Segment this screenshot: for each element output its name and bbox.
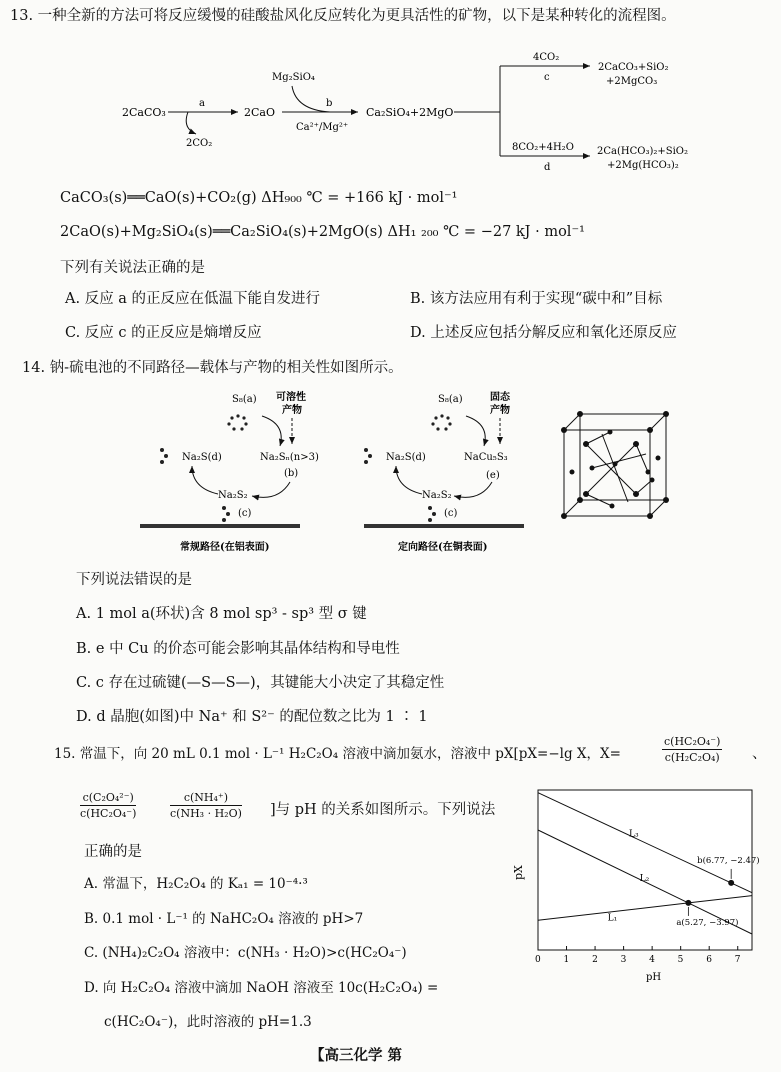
left-na2s-dots-icon xyxy=(160,448,168,464)
q15-option-d-line1[interactable]: D. 向 H₂C₂O₄ 溶液中滴加 NaOH 溶液至 10c(H₂C₂O₄) = xyxy=(84,980,439,996)
right-na2s2: Na₂S₂ xyxy=(422,490,452,501)
left-s8-ring-icon xyxy=(227,414,247,430)
right-c-dots-icon xyxy=(428,506,436,522)
left-na2sn: Na₂Sₙ(n>3) xyxy=(260,452,319,463)
left-soluble-label-2: 产物 xyxy=(282,405,302,416)
q13-option-b[interactable]: B. 该方法应用有利于实现“碳中和”目标 xyxy=(410,291,663,307)
left-na2s: Na₂S(d) xyxy=(182,452,222,463)
flow-cao: 2CaO xyxy=(244,106,275,119)
q15-option-b[interactable]: B. 0.1 mol · L⁻¹ 的 NaHC₂O₄ 溶液的 pH>7 xyxy=(84,911,364,927)
right-nacus: NaCu₅S₃ xyxy=(464,452,508,463)
flow-d-reagent: 8CO₂+4H₂O xyxy=(512,142,574,153)
annotation-label: a(5.27, −3.97) xyxy=(676,917,739,928)
left-caption: 常规路径(在铝表面) xyxy=(180,542,270,553)
x-tick-label: 2 xyxy=(592,955,598,965)
right-solid-label-1: 固态 xyxy=(490,392,510,403)
q15-fraction-2: c(C₂O₄²⁻) c(HC₂O₄⁻) xyxy=(80,791,137,820)
right-na2s-dots-icon xyxy=(364,448,372,464)
left-c: (c) xyxy=(238,508,252,519)
x-tick-label: 4 xyxy=(649,955,655,965)
right-na2s: Na₂S(d) xyxy=(386,452,426,463)
flow-label-c: c xyxy=(544,72,550,83)
q15-option-a[interactable]: A. 常温下，H₂C₂O₄ 的 Kₐ₁ = 10⁻⁴·³ xyxy=(84,876,308,892)
q13-prompt: 下列有关说法正确的是 xyxy=(60,260,205,276)
flow-co2: 2CO₂ xyxy=(186,138,213,149)
q15-stem-1: 15. 常温下，向 20 mL 0.1 mol · L⁻¹ H₂C₂O₄ 溶液中滴加氨水，溶液中 pX[pX=−lg X，X= xyxy=(54,746,621,762)
q14-stem: 14. 钠-硫电池的不同路径—载体与产物的相关性如图所示。 xyxy=(22,360,403,376)
annotation-label: b(6.77, −2.47) xyxy=(697,855,760,866)
x-tick-label: 5 xyxy=(677,955,684,965)
flow-d-product-2: +2Mg(HCO₃)₂ xyxy=(607,160,679,171)
flow-d-product-1: 2Ca(HCO₃)₂+SiO₂ xyxy=(597,146,689,157)
flow-start: 2CaCO₃ xyxy=(122,106,166,119)
q13-option-c[interactable]: C. 反应 c 的正反应是熵增反应 xyxy=(65,325,262,341)
q13-equation-2: 2CaO(s)+Mg₂SiO₄(s)══Ca₂SiO₄(s)+2MgO(s) ΔH₁ ₂₀₀ ℃ = −27 kJ · mol⁻¹ xyxy=(60,224,585,240)
right-c: (c) xyxy=(444,508,458,519)
x-tick-label: 1 xyxy=(563,955,570,965)
q13-option-a[interactable]: A. 反应 a 的正反应在低温下能自发进行 xyxy=(65,291,321,307)
flow-c-product-1: 2CaCO₃+SiO₂ xyxy=(598,62,669,73)
flow-c-product-2: +2MgCO₃ xyxy=(606,76,658,87)
q14-option-a[interactable]: A. 1 mol a(环状)含 8 mol sp³ - sp³ 型 σ 键 xyxy=(76,606,367,622)
page-footer: 【高三化学 第 xyxy=(310,1047,403,1064)
q14-option-c[interactable]: C. c 存在过硫键(—S—S—)，其键能大小决定了其稳定性 xyxy=(76,675,445,691)
annotation-point xyxy=(728,880,734,886)
annotation-point xyxy=(685,900,691,906)
chart-ylabel: pX xyxy=(512,865,525,880)
series-label-2: L₂ xyxy=(639,874,650,885)
left-s8: S₈(a) xyxy=(232,394,257,405)
series-label-1: L₁ xyxy=(607,913,618,924)
q15-fraction-3: c(NH₄⁺) c(NH₃ · H₂O) xyxy=(170,791,242,820)
q15-option-c[interactable]: C. (NH₄)₂C₂O₄ 溶液中：c(NH₃ · H₂O)>c(HC₂O₄⁻) xyxy=(84,945,407,961)
right-solid-label-2: 产物 xyxy=(490,405,510,416)
q15-stem-2: ]与 pH 的关系如图所示。下列说法 xyxy=(270,802,496,818)
left-c-dots-icon xyxy=(222,506,230,522)
q13-equation-1: CaCO₃(s)══CaO(s)+CO₂(g) ΔH₉₀₀ ℃ = +166 kJ · mol⁻¹ xyxy=(60,190,458,206)
q15-option-d-line2: c(HC₂O₄⁻)，此时溶液的 pH=1.3 xyxy=(104,1014,312,1030)
chart-xlabel: pH xyxy=(646,972,662,983)
q15-comma: 、 xyxy=(752,746,767,762)
x-tick-label: 0 xyxy=(535,955,541,965)
q13-stem: 13. 一种全新的方法可将反应缓慢的硅酸盐风化反应转化为更具活性的矿物，以下是某种转化的流程图。 xyxy=(10,8,676,24)
left-b: (b) xyxy=(284,468,299,479)
q14-option-b[interactable]: B. e 中 Cu 的价态可能会影响其晶体结构和导电性 xyxy=(76,641,400,657)
flow-mg2sio4: Mg₂SiO₄ xyxy=(272,72,315,83)
left-na2s2: Na₂S₂ xyxy=(218,490,248,501)
q14-pathway-figure xyxy=(140,384,700,562)
right-e: (e) xyxy=(486,470,500,481)
q13-option-d[interactable]: D. 上述反应包括分解反应和氧化还原反应 xyxy=(410,325,677,341)
flow-ions: Ca²⁺/Mg²⁺ xyxy=(296,122,349,133)
right-caption: 定向路径(在铜表面) xyxy=(398,542,488,553)
flow-label-a: a xyxy=(199,98,205,109)
flow-c-reagent: 4CO₂ xyxy=(533,52,560,63)
series-label-3: L₃ xyxy=(629,829,639,840)
x-tick-label: 3 xyxy=(620,955,627,965)
flow-product: Ca₂SiO₄+2MgO xyxy=(366,106,454,119)
right-s8: S₈(a) xyxy=(438,394,463,405)
flow-label-d: d xyxy=(544,162,551,173)
q15-fraction-1: c(HC₂O₄⁻) c(H₂C₂O₄) xyxy=(664,735,721,764)
x-tick-label: 6 xyxy=(706,955,712,965)
q15-stem-3: 正确的是 xyxy=(84,844,142,860)
left-soluble-label-1: 可溶性 xyxy=(276,392,306,403)
right-s8-ring-icon xyxy=(431,414,451,430)
q13-flow-diagram xyxy=(0,44,781,184)
q15-px-chart xyxy=(510,784,765,984)
q14-prompt: 下列说法错误的是 xyxy=(76,572,192,588)
x-tick-label: 7 xyxy=(734,955,741,965)
q14-option-d[interactable]: D. d 晶胞(如图)中 Na⁺ 和 S²⁻ 的配位数之比为 1 ∶ 1 xyxy=(76,709,428,725)
flow-label-b: b xyxy=(326,98,333,109)
